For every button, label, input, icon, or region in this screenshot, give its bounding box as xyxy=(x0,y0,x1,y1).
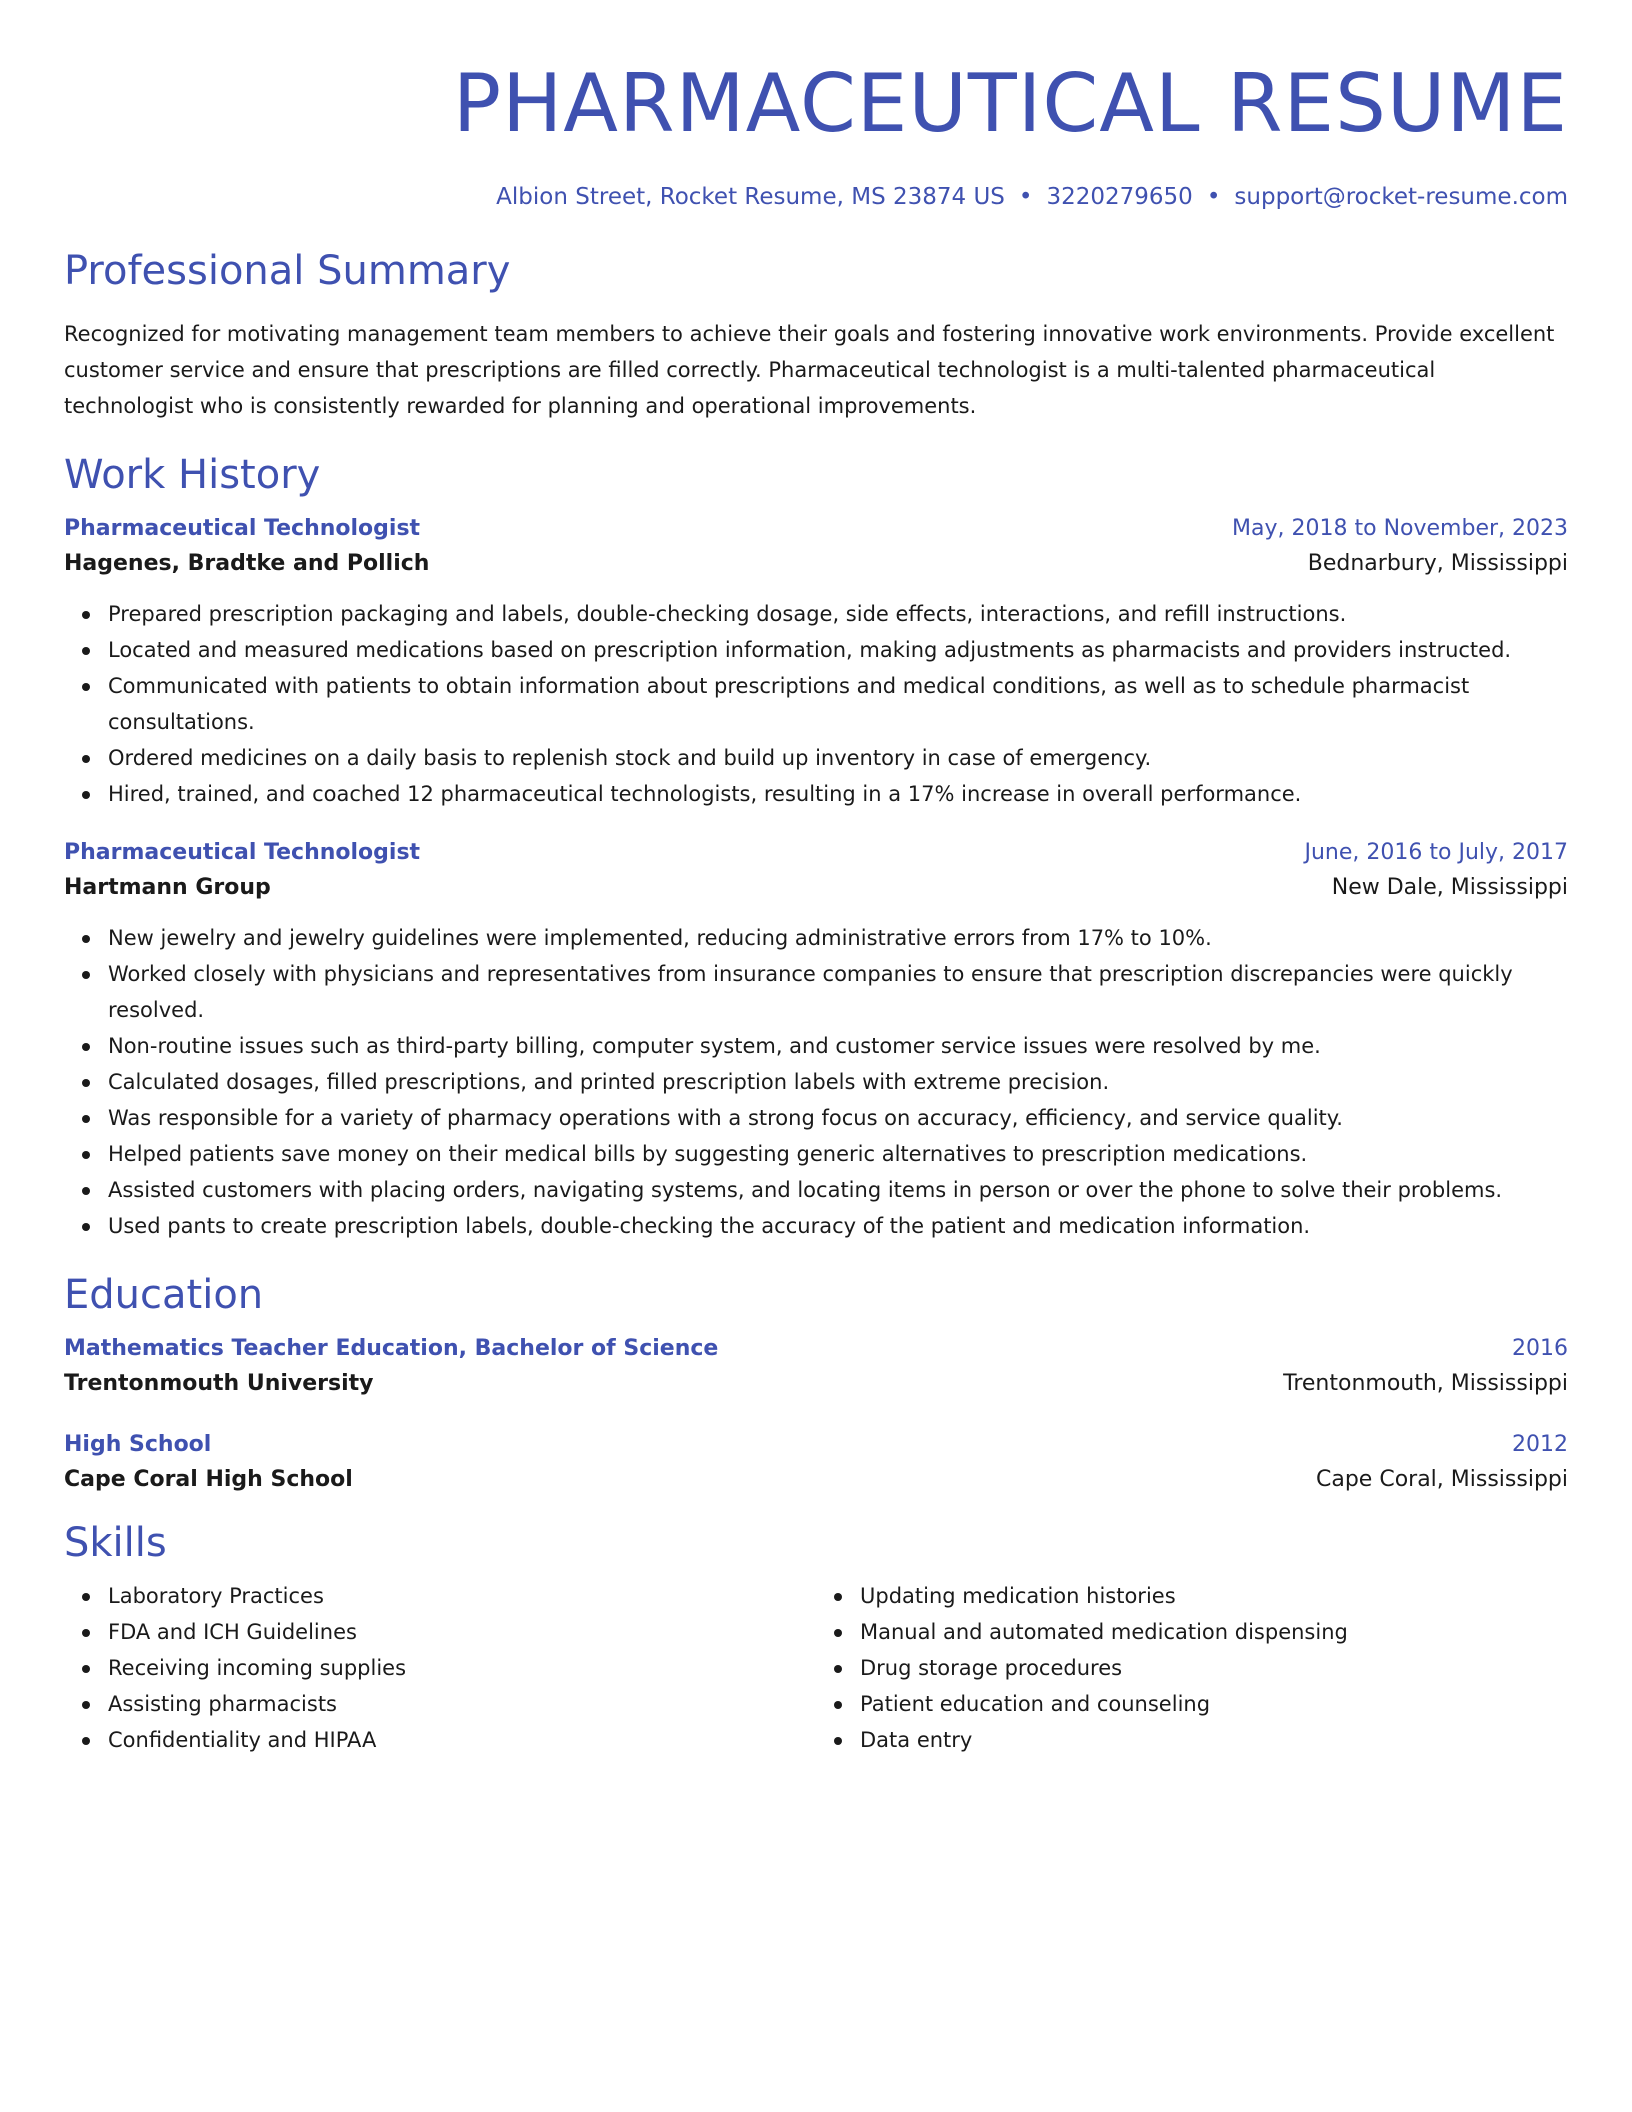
skill-item: FDA and ICH Guidelines xyxy=(108,1614,816,1650)
contact-phone: 3220279650 xyxy=(1046,184,1193,210)
job-company: Hartmann Group xyxy=(64,875,271,900)
job-bullet: Calculated dosages, filled prescriptions, and printed prescription labels with extreme precision. xyxy=(108,1064,1568,1100)
summary-text: Recognized for motivating management team members to achieve their goals and fostering innovative work environments. Provide excellent customer service and ensure that prescriptions are filled correctly. Pharmaceutical technologist is a multi-talented pharmaceutical technologist who is consistently rewarded for planning and operational improvements. xyxy=(64,322,1555,418)
education-entry xyxy=(64,1428,1568,1498)
education-degree: High School xyxy=(64,1432,212,1457)
job-company: Hagenes, Bradtke and Pollich xyxy=(64,551,430,576)
section-title-education: Education xyxy=(64,1272,264,1318)
job-subheader xyxy=(64,546,1568,582)
section-title-work-history: Work History xyxy=(64,452,321,498)
job-dates: June, 2016 to July, 2017 xyxy=(1304,840,1568,865)
skill-item: Updating medication histories xyxy=(860,1578,1568,1614)
job-entry xyxy=(64,512,1568,812)
education-school: Cape Coral High School xyxy=(64,1467,353,1492)
skill-item: Laboratory Practices xyxy=(108,1578,816,1614)
job-location: Bednarbury, Mississippi xyxy=(1307,551,1568,576)
job-dates: May, 2018 to November, 2023 xyxy=(1232,516,1568,541)
education-year: 2012 xyxy=(1512,1432,1568,1457)
job-header xyxy=(64,836,1568,870)
job-bullet: Communicated with patients to obtain information about prescriptions and medical conditions, as well as to schedule pharmacist consultations. xyxy=(108,668,1568,740)
education-location: Cape Coral, Mississippi xyxy=(1316,1467,1568,1492)
section-title-summary: Professional Summary xyxy=(64,248,511,294)
job-bullet: Worked closely with physicians and representatives from insurance companies to ensure that prescription discrepancies were quickly resolved. xyxy=(108,956,1568,1028)
job-bullet: New jewelry and jewelry guidelines were implemented, reducing administrative errors from 17% to 10%. xyxy=(108,920,1568,956)
job-bullet: Ordered medicines on a daily basis to replenish stock and build up inventory in case of emergency. xyxy=(108,740,1568,776)
skill-item: Confidentiality and HIPAA xyxy=(108,1722,816,1758)
contact-line xyxy=(64,182,1568,212)
resume-name: PHARMACEUTICAL RESUME xyxy=(452,57,1568,150)
job-bullet: Assisted customers with placing orders, navigating systems, and locating items in person or over the phone to solve their problems. xyxy=(108,1172,1568,1208)
skills-list-right xyxy=(816,1578,1568,1758)
skill-item: Manual and automated medication dispensing xyxy=(860,1614,1568,1650)
job-role: Pharmaceutical Technologist xyxy=(64,516,421,541)
education-subheader xyxy=(64,1366,1568,1402)
job-bullet: Prepared prescription packaging and labels, double-checking dosage, side effects, interactions, and refill instructions. xyxy=(108,596,1568,632)
education-header xyxy=(64,1332,1568,1366)
education-degree: Mathematics Teacher Education, Bachelor of Science xyxy=(64,1336,719,1361)
job-bullet: Used pants to create prescription labels, double-checking the accuracy of the patient and medication information. xyxy=(108,1208,1568,1244)
job-bullets xyxy=(64,596,1568,812)
contact-separator: • xyxy=(1206,184,1221,210)
skill-item: Patient education and counseling xyxy=(860,1686,1568,1722)
job-bullet: Was responsible for a variety of pharmacy operations with a strong focus on accuracy, efficiency, and service quality. xyxy=(108,1100,1568,1136)
education-year: 2016 xyxy=(1512,1336,1568,1361)
job-entry xyxy=(64,836,1568,1244)
skill-item: Assisting pharmacists xyxy=(108,1686,816,1722)
skills-list-left xyxy=(64,1578,816,1758)
job-bullet: Hired, trained, and coached 12 pharmaceutical technologists, resulting in a 17% increase in overall performance. xyxy=(108,776,1568,812)
education-entry xyxy=(64,1332,1568,1402)
job-role: Pharmaceutical Technologist xyxy=(64,840,421,865)
skill-item: Data entry xyxy=(860,1722,1568,1758)
contact-email[interactable]: support@rocket-resume.com xyxy=(1234,184,1568,210)
education-subheader xyxy=(64,1462,1568,1498)
job-bullet: Non-routine issues such as third-party billing, computer system, and customer service issues were resolved by me. xyxy=(108,1028,1568,1064)
job-location: New Dale, Mississippi xyxy=(1331,875,1568,900)
education-header xyxy=(64,1428,1568,1462)
skill-item: Drug storage procedures xyxy=(860,1650,1568,1686)
skill-item: Receiving incoming supplies xyxy=(108,1650,816,1686)
job-header xyxy=(64,512,1568,546)
job-bullet: Helped patients save money on their medical bills by suggesting generic alternatives to prescription medications. xyxy=(108,1136,1568,1172)
job-subheader xyxy=(64,870,1568,906)
education-school: Trentonmouth University xyxy=(64,1371,374,1396)
section-title-skills: Skills xyxy=(64,1520,167,1566)
education-location: Trentonmouth, Mississippi xyxy=(1283,1371,1568,1396)
contact-separator: • xyxy=(1018,184,1033,210)
contact-address: Albion Street, Rocket Resume, MS 23874 US xyxy=(496,184,1005,210)
job-bullets xyxy=(64,920,1568,1244)
job-bullet: Located and measured medications based on prescription information, making adjustments as pharmacists and providers instructed. xyxy=(108,632,1568,668)
skills-columns xyxy=(64,1578,1568,1758)
